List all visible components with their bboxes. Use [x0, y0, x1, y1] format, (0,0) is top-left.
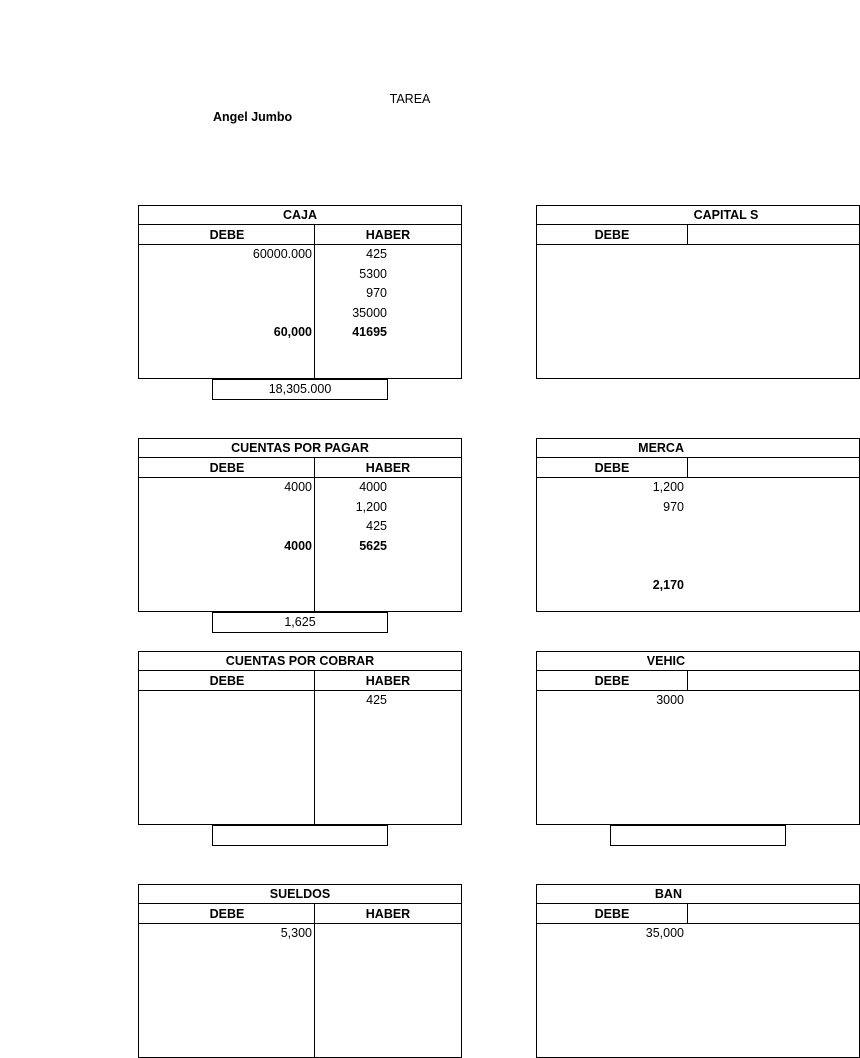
debe-entry — [139, 265, 313, 285]
debe-header: DEBE — [537, 458, 687, 478]
account-title: CAJA — [139, 206, 461, 225]
haber-header — [687, 225, 859, 245]
debe-header: DEBE — [537, 671, 687, 691]
account-title: BAN — [537, 885, 859, 904]
haber-entry: 35000 — [352, 305, 387, 320]
t-account-cuentas-por-cobrar — [138, 651, 462, 825]
debe-entry: 4000 — [284, 480, 312, 494]
debe-total: 60,000 — [273, 325, 312, 339]
debe-column — [537, 691, 685, 711]
page-title: TAREA — [389, 92, 431, 106]
debe-header: DEBE — [139, 671, 315, 691]
t-account-bancos — [536, 884, 860, 1058]
debe-column — [139, 478, 313, 556]
haber-total: 5625 — [359, 538, 387, 553]
haber-entry: 425 — [366, 519, 387, 533]
debe-entry — [139, 304, 313, 324]
debe-entry — [537, 537, 685, 557]
t-account-vehiculos — [536, 651, 860, 825]
haber-column — [315, 478, 463, 556]
debe-column — [139, 924, 313, 944]
debe-total: 4000 — [284, 538, 312, 553]
cuentas-por-cobrar-balance — [212, 825, 388, 846]
t-account-cuentas-por-pagar — [138, 438, 462, 612]
debe-entry: 60000.000 — [252, 247, 312, 261]
author-name: Angel Jumbo — [213, 110, 293, 124]
debe-column — [537, 478, 685, 595]
account-title: CAPITAL S — [537, 206, 859, 225]
debe-entry: 1,200 — [652, 480, 684, 494]
haber-header: HABER — [315, 225, 461, 245]
debe-header: DEBE — [139, 225, 315, 245]
debe-entry — [139, 498, 313, 518]
haber-header: HABER — [315, 458, 461, 478]
haber-entry: 425 — [366, 247, 387, 261]
haber-entry: 4000 — [359, 480, 387, 494]
account-title: CUENTAS POR COBRAR — [139, 652, 461, 671]
caja-balance: 18,305.000 — [212, 379, 388, 400]
haber-header — [687, 458, 859, 478]
debe-entry: 35,000 — [645, 926, 684, 940]
column-divider — [314, 904, 315, 1057]
debe-entry: 5,300 — [280, 926, 312, 940]
t-account-capital — [536, 205, 860, 379]
haber-entry: 425 — [366, 693, 387, 707]
account-title: VEHIC — [537, 652, 859, 671]
debe-header: DEBE — [537, 904, 687, 924]
debe-column — [139, 245, 313, 343]
haber-entry: 970 — [366, 286, 387, 300]
haber-header — [687, 671, 859, 691]
haber-entry: 1,200 — [355, 499, 387, 514]
t-account-mercaderias — [536, 438, 860, 612]
debe-entry: 970 — [663, 499, 684, 514]
cuentas-por-pagar-balance: 1,625 — [212, 612, 388, 633]
haber-total: 41695 — [352, 325, 387, 339]
debe-entry — [139, 517, 313, 537]
debe-header: DEBE — [139, 458, 315, 478]
account-title: CUENTAS POR PAGAR — [139, 439, 461, 458]
debe-entry — [139, 284, 313, 304]
haber-header: HABER — [315, 671, 461, 691]
t-account-caja — [138, 205, 462, 379]
haber-column — [315, 691, 463, 711]
debe-header: DEBE — [139, 904, 315, 924]
haber-column — [315, 245, 463, 343]
debe-header: DEBE — [537, 225, 687, 245]
debe-total: 2,170 — [652, 577, 684, 592]
debe-column — [537, 924, 685, 944]
haber-header: HABER — [315, 904, 461, 924]
debe-entry: 3000 — [656, 693, 684, 707]
debe-entry — [537, 517, 685, 537]
t-account-sueldos — [138, 884, 462, 1058]
haber-header — [687, 904, 859, 924]
account-title: SUELDOS — [139, 885, 461, 904]
haber-entry: 5300 — [359, 266, 387, 281]
vehiculos-balance — [610, 825, 786, 846]
account-title: MERCA — [537, 439, 859, 458]
debe-entry — [537, 556, 685, 576]
